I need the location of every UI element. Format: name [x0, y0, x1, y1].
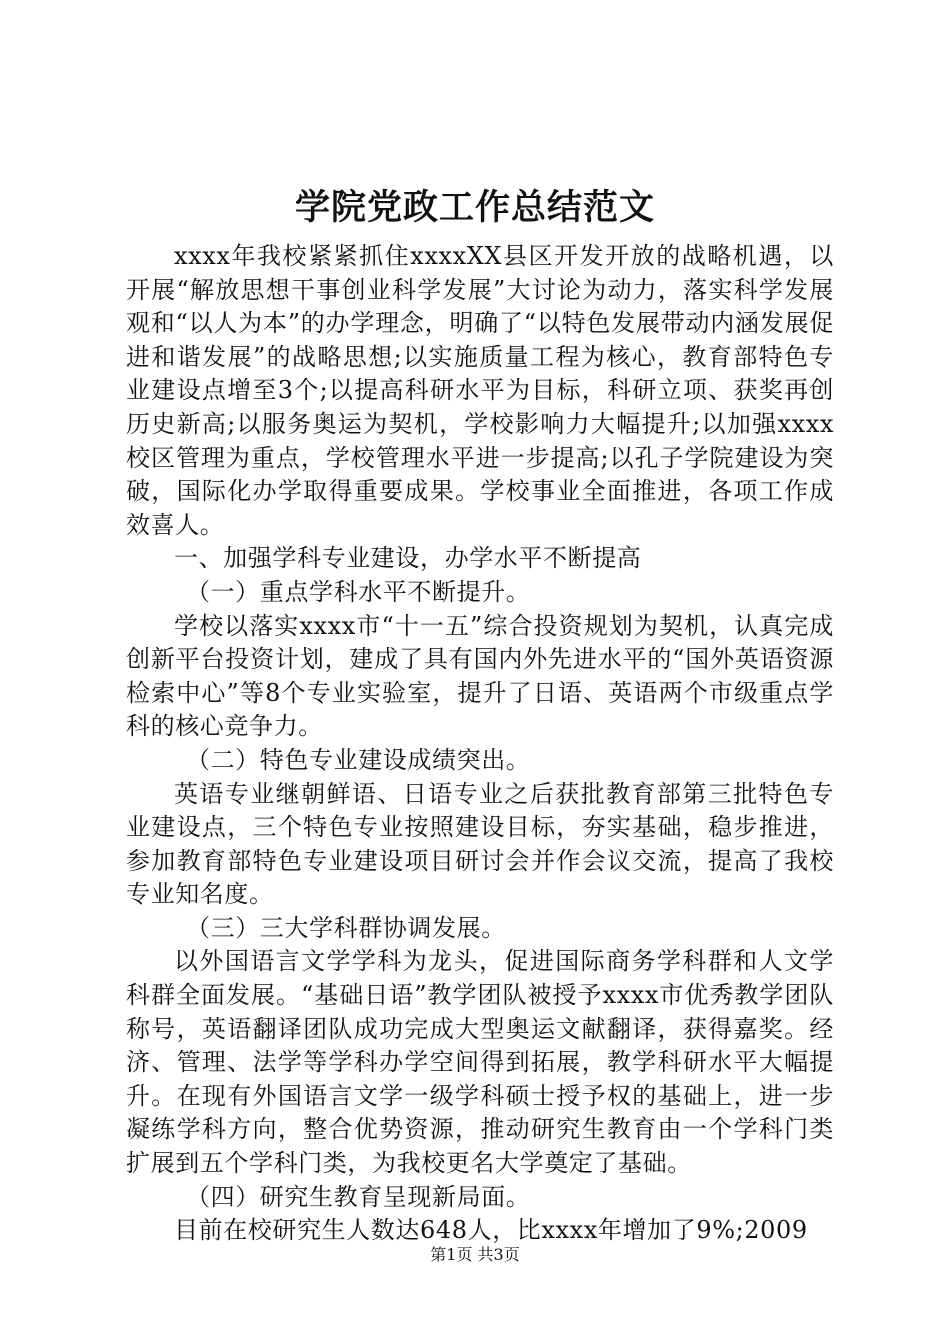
paragraph-intro: xxxx年我校紧紧抓住xxxxXX县区开发开放的战略机遇，以开展“解放思想干事创业科学发展”大讨论为动力，落实科学发展观和“以人为本”的办学理念，明确了“以特色发展带动内涵发展促进和谐发展”的战略思想;以实施质量工程为核心，教育部特色专业建设点增至3个;以提高科研水平为目标，科研立项、获奖再创历史新高;以服务奥运为契机，学校影响力大幅提升;以加强xxxx校区管理为重点，学校管理水平进一步提高;以孔子学院建设为突破，国际化办学取得重要成果。学校事业全面推进，各项工作成效喜人。 — [126, 242, 834, 539]
subsection-heading-2: （二）特色专业建设成绩突出。 — [186, 745, 531, 774]
subsection-heading-3: （三）三大学科群协调发展。 — [186, 913, 506, 942]
page-number-footer: 第1页 共3页 — [430, 1245, 520, 1264]
paragraph-2: 英语专业继朝鲜语、日语专业之后获批教育部第三批特色专业建设点，三个特色专业按照建设目标，夯实基础，稳步推进，参加教育部特色专业建设项目研讨会并作会议交流，提高了我校专业知名度。 — [126, 779, 834, 909]
section-heading-1: 一、加强学科专业建设，办学水平不断提高 — [174, 544, 642, 573]
document-body — [126, 240, 834, 1248]
paragraph-4: 目前在校研究生人数达648人，比xxxx年增加了9%;2009 — [174, 1216, 808, 1245]
paragraph-3: 以外国语言文学学科为龙头，促进国际商务学科群和人文学科群全面发展。“基础日语”教学团队被授予xxxx市优秀教学团队称号，英语翻译团队成功完成大型奥运文献翻译，获得嘉奖。经济、管理、法学等学科办学空间得到拓展，教学科研水平大幅提升。在现有外国语言文学一级学科硕士授予权的基础上，进一步凝练学科方向，整合优势资源，推动研究生教育由一个学科门类扩展到五个学科门类，为我校更名大学奠定了基础。 — [126, 947, 834, 1178]
paragraph-1: 学校以落实xxxx市“十一五”综合投资规划为契机，认真完成创新平台投资计划，建成了具有国内外先进水平的“国外英语资源检索中心”等8个专业实验室，提升了日语、英语两个市级重点学科的核心竞争力。 — [126, 611, 834, 741]
subsection-heading-1: （一）重点学科水平不断提升。 — [186, 577, 531, 606]
subsection-heading-4: （四）研究生教育呈现新局面。 — [186, 1182, 531, 1211]
document-title: 学院党政工作总结范文 — [294, 187, 655, 228]
